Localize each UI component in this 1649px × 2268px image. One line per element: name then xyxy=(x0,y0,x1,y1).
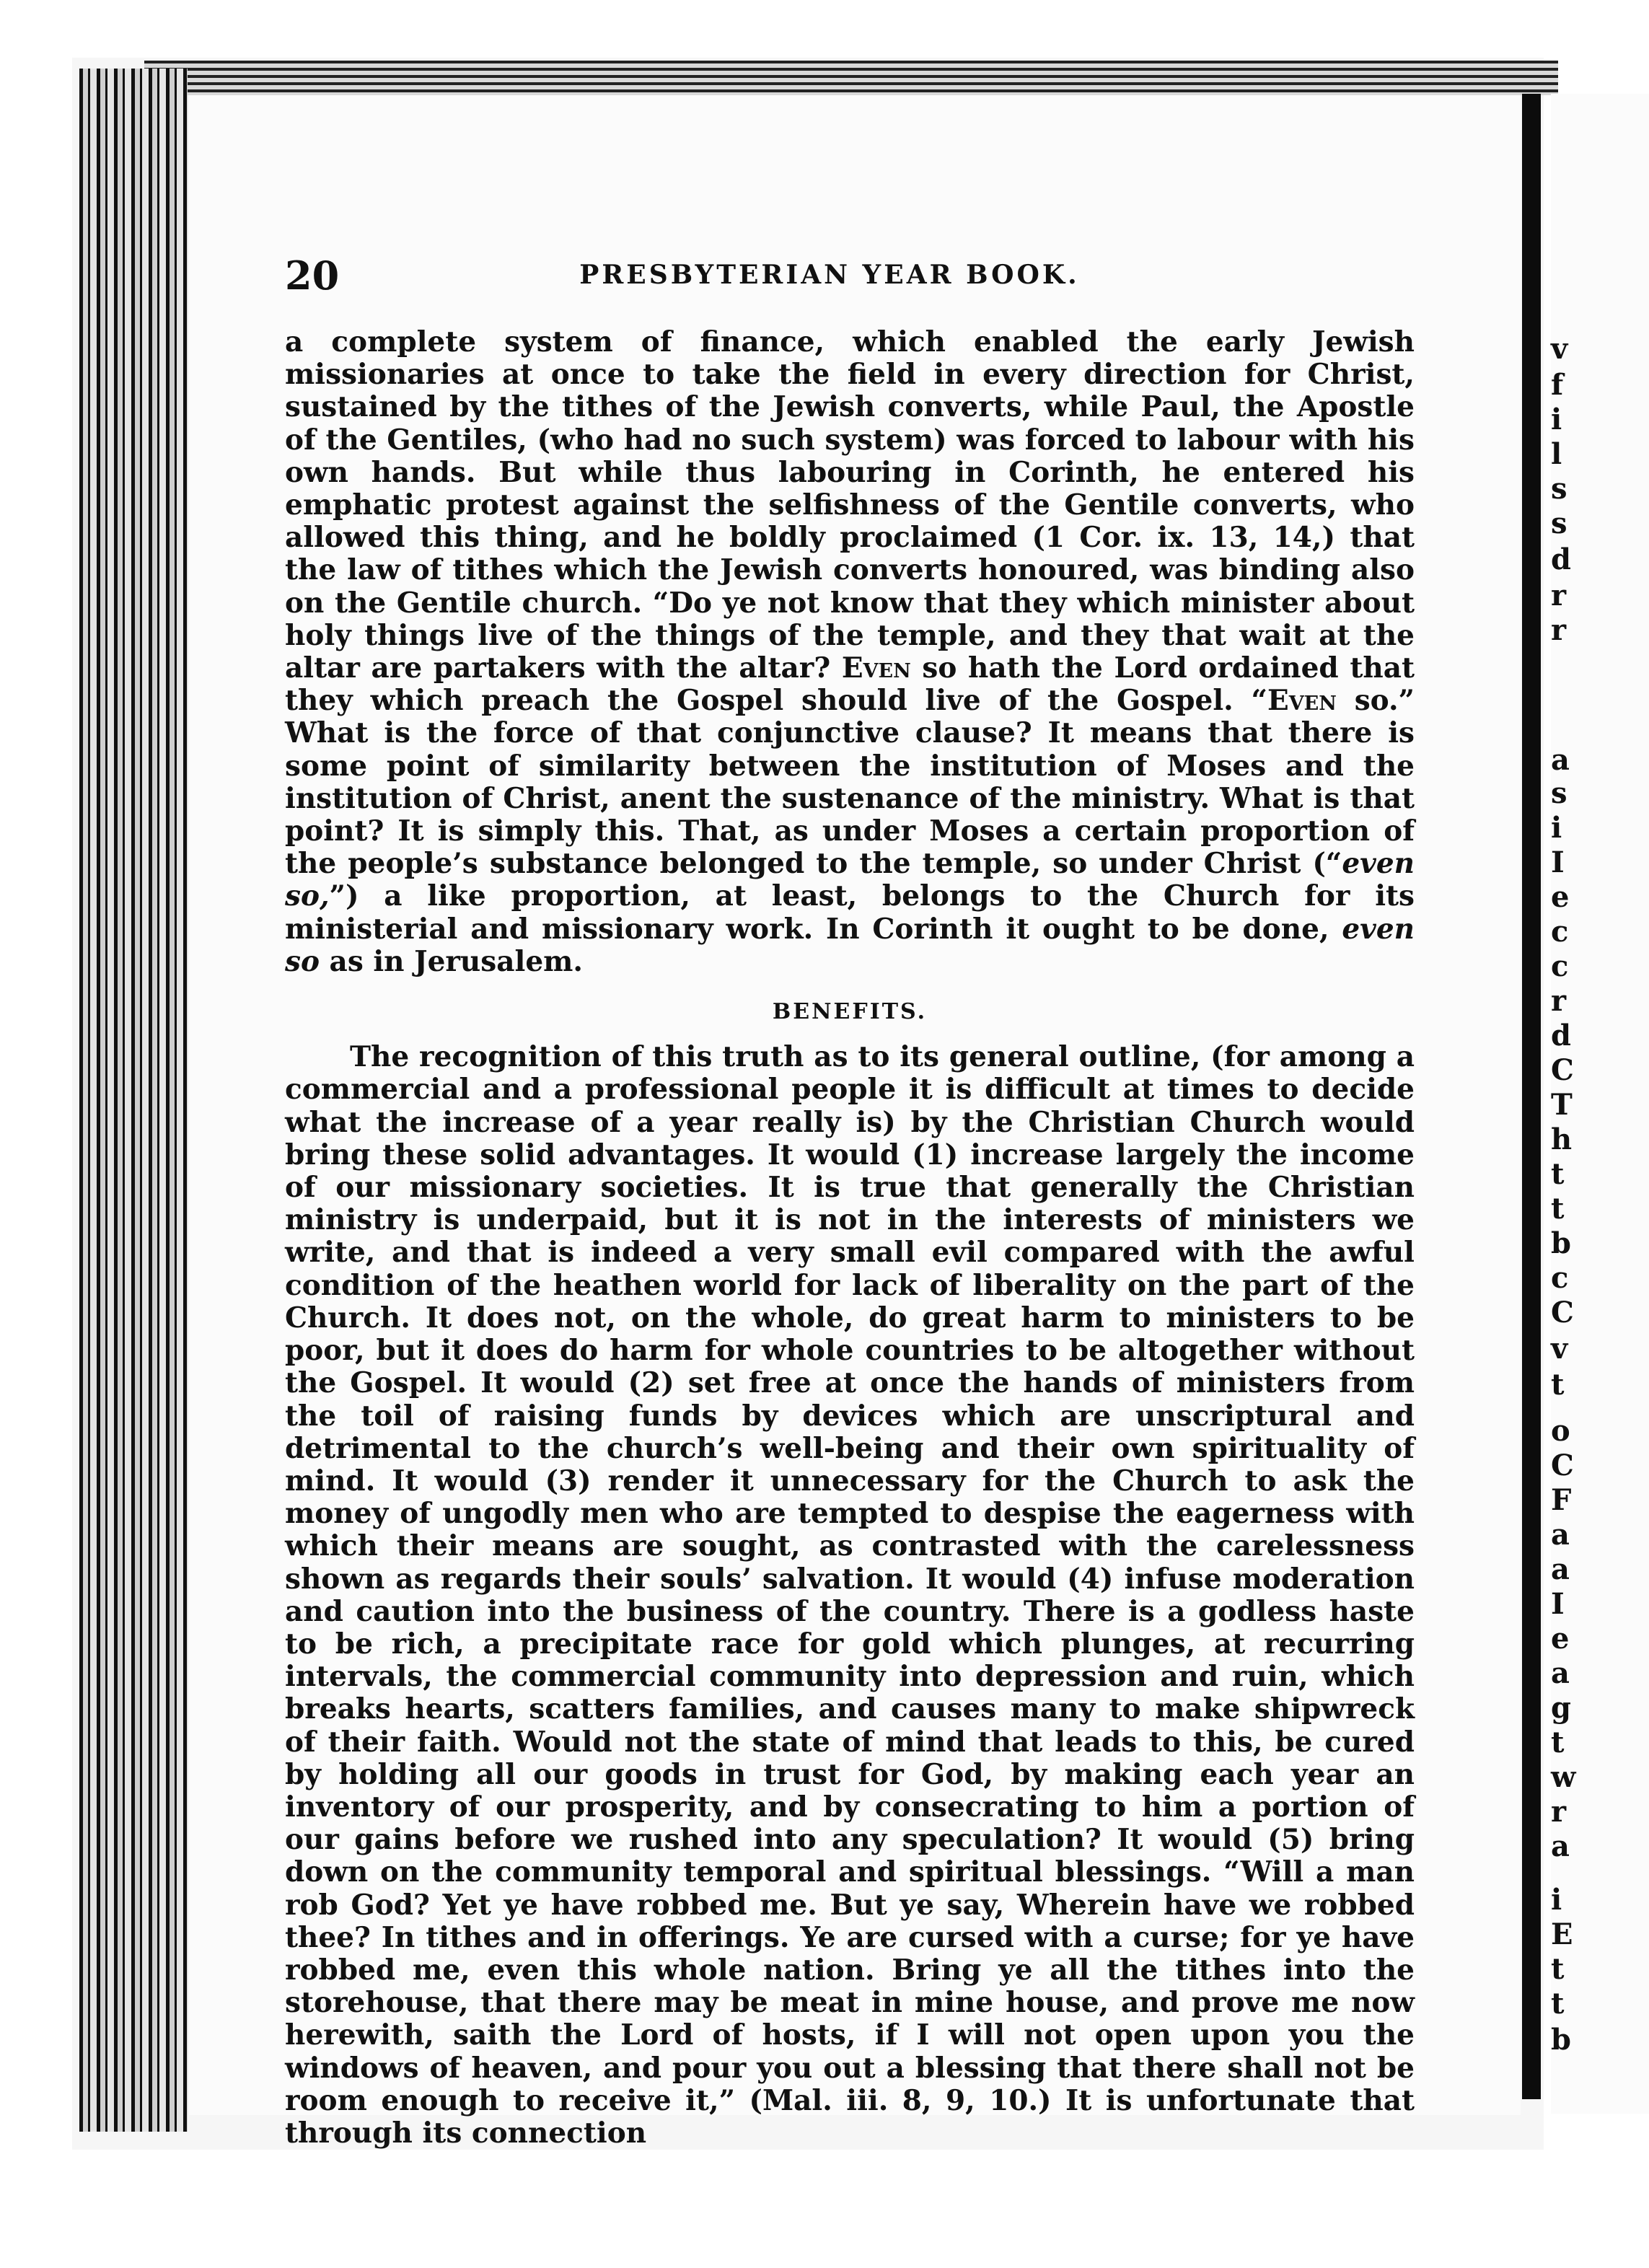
right-page-letter: F xyxy=(1551,1483,1572,1517)
right-page-letter: g xyxy=(1551,1691,1571,1725)
right-page-letter: b xyxy=(1551,1226,1571,1260)
paragraph-1 xyxy=(285,326,1415,978)
right-page-letter: d xyxy=(1551,542,1571,576)
right-page-letter: t xyxy=(1551,1192,1565,1226)
right-page-letter: w xyxy=(1551,1760,1576,1794)
right-page-letter: T xyxy=(1551,1088,1573,1122)
right-page-letter: v xyxy=(1551,1332,1568,1366)
right-page-letter: b xyxy=(1551,2023,1571,2057)
right-page-letter: e xyxy=(1551,1622,1570,1656)
right-page-letter: i xyxy=(1551,403,1562,436)
book-page-edges xyxy=(79,69,188,2132)
right-page-letter: a xyxy=(1551,1552,1570,1586)
right-page-letter: E xyxy=(1551,1917,1573,1951)
text-run: so hath the Lord ordained that they which preach the Gospel should live of the Gospel. “ xyxy=(285,651,1415,718)
section-heading: BENEFITS. xyxy=(772,999,928,1025)
right-page-letter: C xyxy=(1551,1296,1574,1329)
book-top-edge xyxy=(144,61,1558,95)
italic-run: even so xyxy=(285,912,1415,978)
right-page-letter: I xyxy=(1551,845,1565,879)
right-page-letter: r xyxy=(1551,1795,1567,1829)
text-run: a complete system of finance, which enabled the early Jewish missionaries at once to take the field in every direction for Christ, sustained by the tithes of the Jewish converts, while Paul, the Apostle of the Gentiles, (who had no such system) was forced to labour with his own hands. But while thus labouring in Corinth, he entered his emphatic protest against the selfishness of the Gentile converts, who allowed this thing, and he boldly proclaimed (1 Cor. ix. 13, 14,) that the law of tithes which the Jewish converts honoured, was binding also on the Gentile church. “Do ye not know that they which minister about holy things live of the things of the temple, and they that wait at the altar are partakers with the altar? xyxy=(285,325,1415,685)
right-page-letter: a xyxy=(1551,1518,1570,1552)
book-gutter xyxy=(1522,94,1541,2099)
paragraph-2: The recognition of this truth as to its general outline, (for among a commercial and a professional people it is difficult at times to decide what the increase of a year really is) by the Christian Church would bring these solid advantages. It would (1) increase largely the income of our missionary societies. It is true that generally the Christian ministry is underpaid, but it is not in the interests of ministers we write, and that is indeed a very small evil compared with the awful condition of the heathen world for lack of liberality on the part of the Church. It does not, on the whole, do great harm to ministers to be poor, but it does do harm for whole countries to be altogether without the Gospel. It would (2) set free at once the hands of ministers from the toil of raising funds by devices which are unscriptural and detrimental to the church’s well-being and their own spirituality of mind. It would (3) render it unnecessary for the Church to ask the money of ungodly men who are tempted to despise the eagerness with which their means are sought, as contrasted with the carelessness shown as regards their souls’ salvation. It would (4) infuse moderation and caution into the business of the country. There is a godless haste to be rich, a precipitate race for gold which plunges, at recurring intervals, the commercial community into depression and ruin, which breaks hearts, scatters families, and causes many to make shipwreck of their faith. Would not the state of mind that leads to this, be cured by holding all our goods in trust for God, by making each year an inventory of our prosperity, and by consecrating to him a portion of our gains before we rushed into any speculation? It would (5) bring down on the community temporal and spiritual blessings. “Will a man rob God? Yet ye have robbed me. But ye say, Wherein have we robbed thee? In tithes and in offerings. Ye are cursed with a curse; for ye have robbed me, even this whole nation. Bring ye all the tithes into the storehouse, that there may be meat in mine house, and prove me now herewith, saith the Lord of hosts, if I will not open upon you the windows of heaven, and pour you out a blessing that there shall not be room enough to receive it,” (Mal. iii. 8, 9, 10.) It is unfortunate that through its connection xyxy=(285,1040,1415,2150)
italic-run: even so, xyxy=(285,847,1415,913)
right-page-letter: s xyxy=(1551,506,1567,540)
right-page-letter: t xyxy=(1551,1368,1565,1402)
right-page-letter: t xyxy=(1551,1726,1565,1759)
right-page-letter: i xyxy=(1551,811,1562,845)
right-page-fragment xyxy=(1551,94,1649,2114)
right-page-letter: c xyxy=(1551,915,1569,949)
right-page-letter: c xyxy=(1551,949,1569,983)
right-page-letter: s xyxy=(1551,776,1567,810)
right-page-letter: e xyxy=(1551,880,1570,914)
right-page-letter: a xyxy=(1551,743,1570,777)
right-page-letter: c xyxy=(1551,1261,1569,1295)
right-page-letter: t xyxy=(1551,1987,1565,2021)
right-page-letter: i xyxy=(1551,1883,1562,1917)
right-page-letter: v xyxy=(1551,332,1568,366)
right-page-letter: d xyxy=(1551,1019,1571,1052)
right-page-letter: s xyxy=(1551,472,1567,506)
right-page-letter: o xyxy=(1551,1414,1570,1448)
right-page-letter: r xyxy=(1551,984,1567,1018)
small-caps-run: Even xyxy=(841,651,911,685)
text-run: ”) a like proportion, at least, belongs to the Church for its ministerial and missionary work. In Corinth it ought to be done, xyxy=(285,879,1415,946)
right-page-letter: r xyxy=(1551,579,1567,612)
right-page-letter: h xyxy=(1551,1122,1573,1156)
right-page-letter: r xyxy=(1551,613,1567,647)
right-page-letter: C xyxy=(1551,1449,1574,1482)
text-run: so.” What is the force of that conjunctive clause? It means that there is some point of similarity between the institution of Moses and the institution of Christ, anent the sustenance of the ministry. What is that point? It is simply this. That, as under Moses a certain proportion of the people’s substance belonged to the temple, so under Christ (“ xyxy=(285,684,1415,881)
right-page-letter: t xyxy=(1551,1157,1565,1191)
right-page-letter: t xyxy=(1551,1952,1565,1986)
right-page-letter: a xyxy=(1551,1829,1570,1863)
right-page-letter: f xyxy=(1551,368,1564,402)
right-page-letter: l xyxy=(1551,437,1562,471)
page-body xyxy=(285,326,1415,2150)
page-number: 20 xyxy=(285,252,340,299)
small-caps-run: Even xyxy=(1267,684,1337,718)
right-page-letter: I xyxy=(1551,1587,1565,1621)
right-page-letter: C xyxy=(1551,1053,1574,1087)
right-page-letter: a xyxy=(1551,1656,1570,1690)
text-run: as in Jerusalem. xyxy=(319,944,583,978)
running-head: PRESBYTERIAN YEAR BOOK. xyxy=(579,260,1080,290)
